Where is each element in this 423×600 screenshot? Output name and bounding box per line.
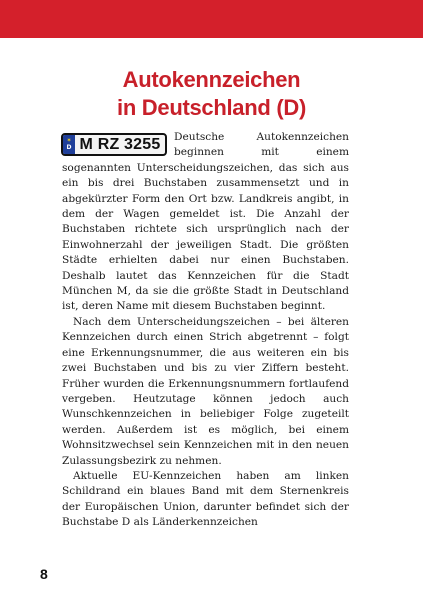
paragraph-1: Deutsche Autokennzeichen beginnen mit einem sogenannten Unterscheidungszeichen, das sich aus ein bis drei Buchstaben zusammensetzt und in abgekürzter Form den Ort bzw. Landkreis angibt, in dem der Wagen gemeldet ist. Die Anzahl der Buchstaben richtete sich ursprünglich nach der Einwohnerzahl der jeweiligen Stadt. Die größten Städte erhielten dabei nur einen Buchstaben. Deshalb lautet das Kennzeichen für die Stadt München M, da sie die größte Stadt in Deutschland ist, deren Name mit diesem Buchstaben beginnt. [62, 131, 349, 313]
paragraph-2: Nach dem Unterscheidungszeichen – bei älteren Kennzeichen durch einen Strich abgetrennt – folgt eine Erkennungsnummer, die aus weiteren ein bis zwei Buchstaben und bis zu vier Ziffern besteht. Früher wurden die Erkennungsnummern fortlaufend vergeben. Heutzutage können jedoch auch Wunschkennzeichen in beliebiger Folge zugeteilt werden. Außerdem ist es möglich, bei einem Wohnsitzwechsel sein Kennzeichen mit in den neuen Zulassungsbezirk zu nehmen. [62, 315, 349, 467]
title-line-1: Autokennzeichen [122, 67, 301, 92]
page-title [0, 66, 423, 122]
plate-country-code: D [66, 144, 72, 151]
eu-stars-icon: ✶ [66, 137, 72, 144]
article-body [62, 130, 349, 531]
paragraph-3: Aktuelle EU-Kennzeichen haben am linken Schildrand ein blaues Band mit dem Sternenkreis der Europäischen Union, darunter befindet sich der Buchstabe D als Länderkennzeichen [62, 469, 349, 529]
title-line-2: in Deutschland (D) [117, 95, 306, 120]
eu-band [63, 135, 75, 154]
page-number: 8 [40, 566, 48, 582]
plate-number: M RZ 3255 [79, 135, 161, 153]
license-plate-image [61, 133, 167, 156]
header-band [0, 0, 423, 38]
